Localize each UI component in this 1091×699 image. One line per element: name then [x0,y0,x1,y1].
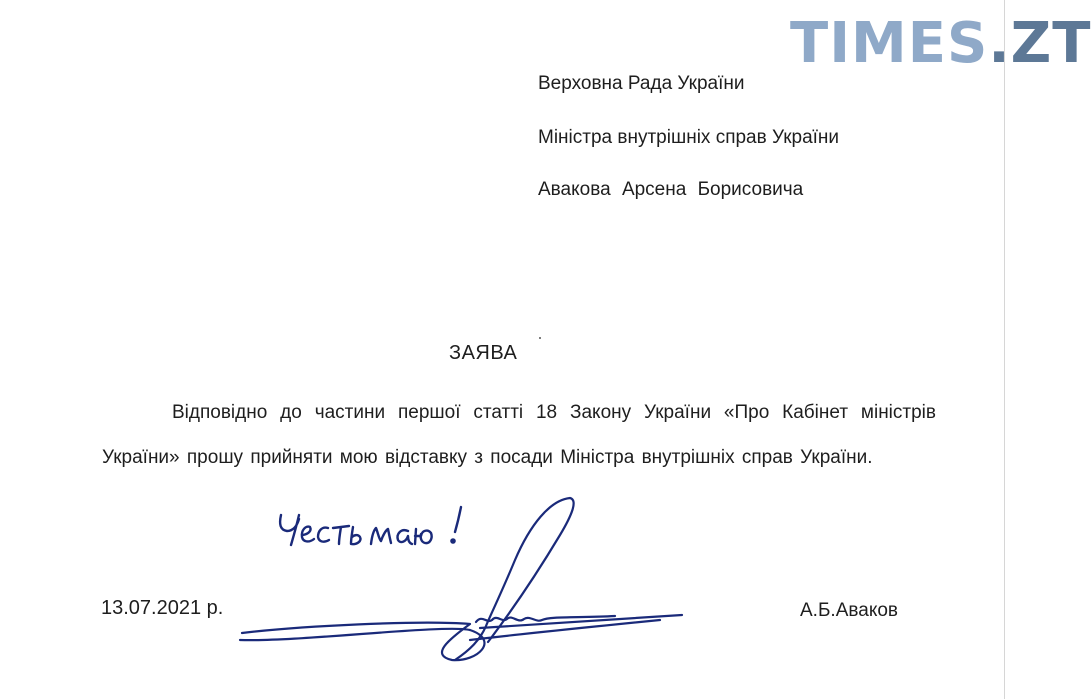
handwritten-note [280,507,461,545]
signer-name: А.Б.Аваков [800,600,899,621]
document-title: ЗАЯВА [449,342,518,364]
addressee-line-1: Верховна Рада України [538,73,745,94]
document-body: Відповідно до частини першої статті 18 Закону України «Про Кабінет міністрів України» прошу прийняти мою відставку з посади Міністра внутрішніх справ України. [102,402,936,468]
addressee-line-2: Міністра внутрішніх справ України [538,127,840,148]
document-date: 13.07.2021 р. [101,597,224,619]
watermark-part-2: .ZT [988,11,1091,76]
watermark-part-1: TIMES [790,11,989,76]
addressee-line-3: Авакова Арсена Борисовича [538,179,804,200]
signature [240,498,682,660]
